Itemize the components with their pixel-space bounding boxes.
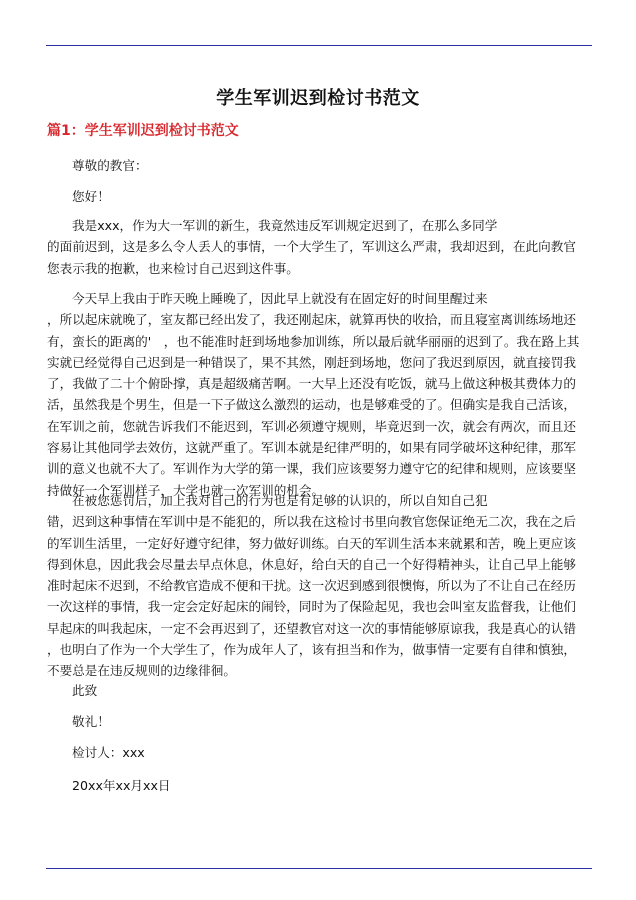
- paragraph-2: [47, 288, 607, 501]
- greeting: 您好！: [72, 189, 110, 204]
- bottom-rule: [46, 868, 592, 869]
- text-line: 一次这样的事情，我一定会定好起床的闹铃，同时为了保险起见，我也会叫室友监督我，让他们: [47, 599, 576, 615]
- section-heading: 篇1：学生军训迟到检讨书范文: [47, 123, 239, 139]
- text-line: 不要总是在违反规则的边缘徘徊。: [47, 663, 236, 679]
- salute: 敬礼！: [72, 714, 110, 729]
- top-rule: [46, 45, 592, 46]
- date: 20xx年xx月xx日: [72, 778, 171, 793]
- text-line: 训的意义也就不大了。军训作为大学的第一课，我们应该要努力遵守它的纪律和规则，应该要坚: [47, 461, 576, 477]
- text-line: 得到休息，因此我会尽量去早点休息，休息好，给白天的自己一个好得精神头，让自己早上能够: [47, 556, 576, 572]
- text-line: 容易让其他同学去效仿，这就严重了。军训本就是纪律严明的，如果有同学破坏这种纪律，那军: [47, 440, 576, 456]
- paragraph-3: [47, 490, 607, 682]
- text-line: 我是xxx，作为大一军训的新生，我竟然违反军训规定迟到了，在那么多同学: [72, 218, 498, 233]
- paragraph-1: [47, 215, 607, 279]
- text-line: 早起床的叫我起床，一定不会再迟到了，还望教官对这一次的事情能够原谅我，我是真心的认错: [47, 620, 576, 636]
- text-line: 了，我做了二十个俯卧撑，真是超级痛苦啊。一大早上还没有吃饭，就马上做这种极其费体力的: [47, 376, 576, 392]
- text-line: ，所以起床就晚了，室友都已经出发了，我还刚起床，就算再快的收拾，而且寝室离训练场地还: [47, 312, 576, 328]
- text-line: 您表示我的抱歉，也来检讨自己迟到这件事。: [47, 260, 299, 276]
- text-line: 活，虽然我是个男生，但是一下子做这么激烈的运动，也是够难受的了。但确实是我自己活该，: [47, 397, 576, 413]
- text-line: 的面前迟到，这是多么令人丢人的事情，一个大学生了，军训这么严肃，我却迟到，在此向教官: [47, 239, 576, 255]
- text-line: 持做好一个军训样子，大学也就一次军训的机会。: [47, 482, 325, 498]
- text-line: 准时起床不迟到，不给教官造成不便和干扰。这一次迟到感到很懊悔，所以为了不让自己在经历: [47, 578, 576, 594]
- signer: 检讨人：xxx: [72, 745, 145, 760]
- salutation: 尊敬的教官：: [72, 158, 148, 173]
- text-line: 的军训生活里，一定好好遵守纪律，努力做好训练。白天的军训生活本来就累和苦，晚上更应该: [47, 535, 576, 551]
- text-line: 在被您惩罚后，加上我对自己的行为也是有足够的认识的，所以自知自己犯: [72, 493, 488, 508]
- text-line: 在军训之前，您就告诉我们不能迟到，军训必须遵守规则，毕竟迟到一次，就会有两次，而且还: [47, 418, 576, 434]
- text-line: 今天早上我由于昨天晚上睡晚了，因此早上就没有在固定好的时间里醒过来: [72, 291, 488, 306]
- text-line: 有，蛮长的距离的' ，也不能准时赶到场地参加训练，所以最后就华丽丽的迟到了。我在路上其: [47, 333, 580, 349]
- closing: 此致: [72, 683, 98, 698]
- text-line: 实就已经觉得自己迟到是一种错误了，果不其然，刚赶到场地，您问了我迟到原因，就直接罚我: [47, 354, 576, 370]
- text-line: ，也明白了作为一个大学生了，作为成年人了，该有担当和作为，做事情一定要有自律和慎独，: [47, 642, 576, 658]
- text-line: 错，迟到这种事情在军训中是不能犯的，所以我在这检讨书里向教官您保证绝无二次，我在之后: [47, 514, 576, 530]
- document-title: 学生军训迟到检讨书范文: [216, 88, 420, 109]
